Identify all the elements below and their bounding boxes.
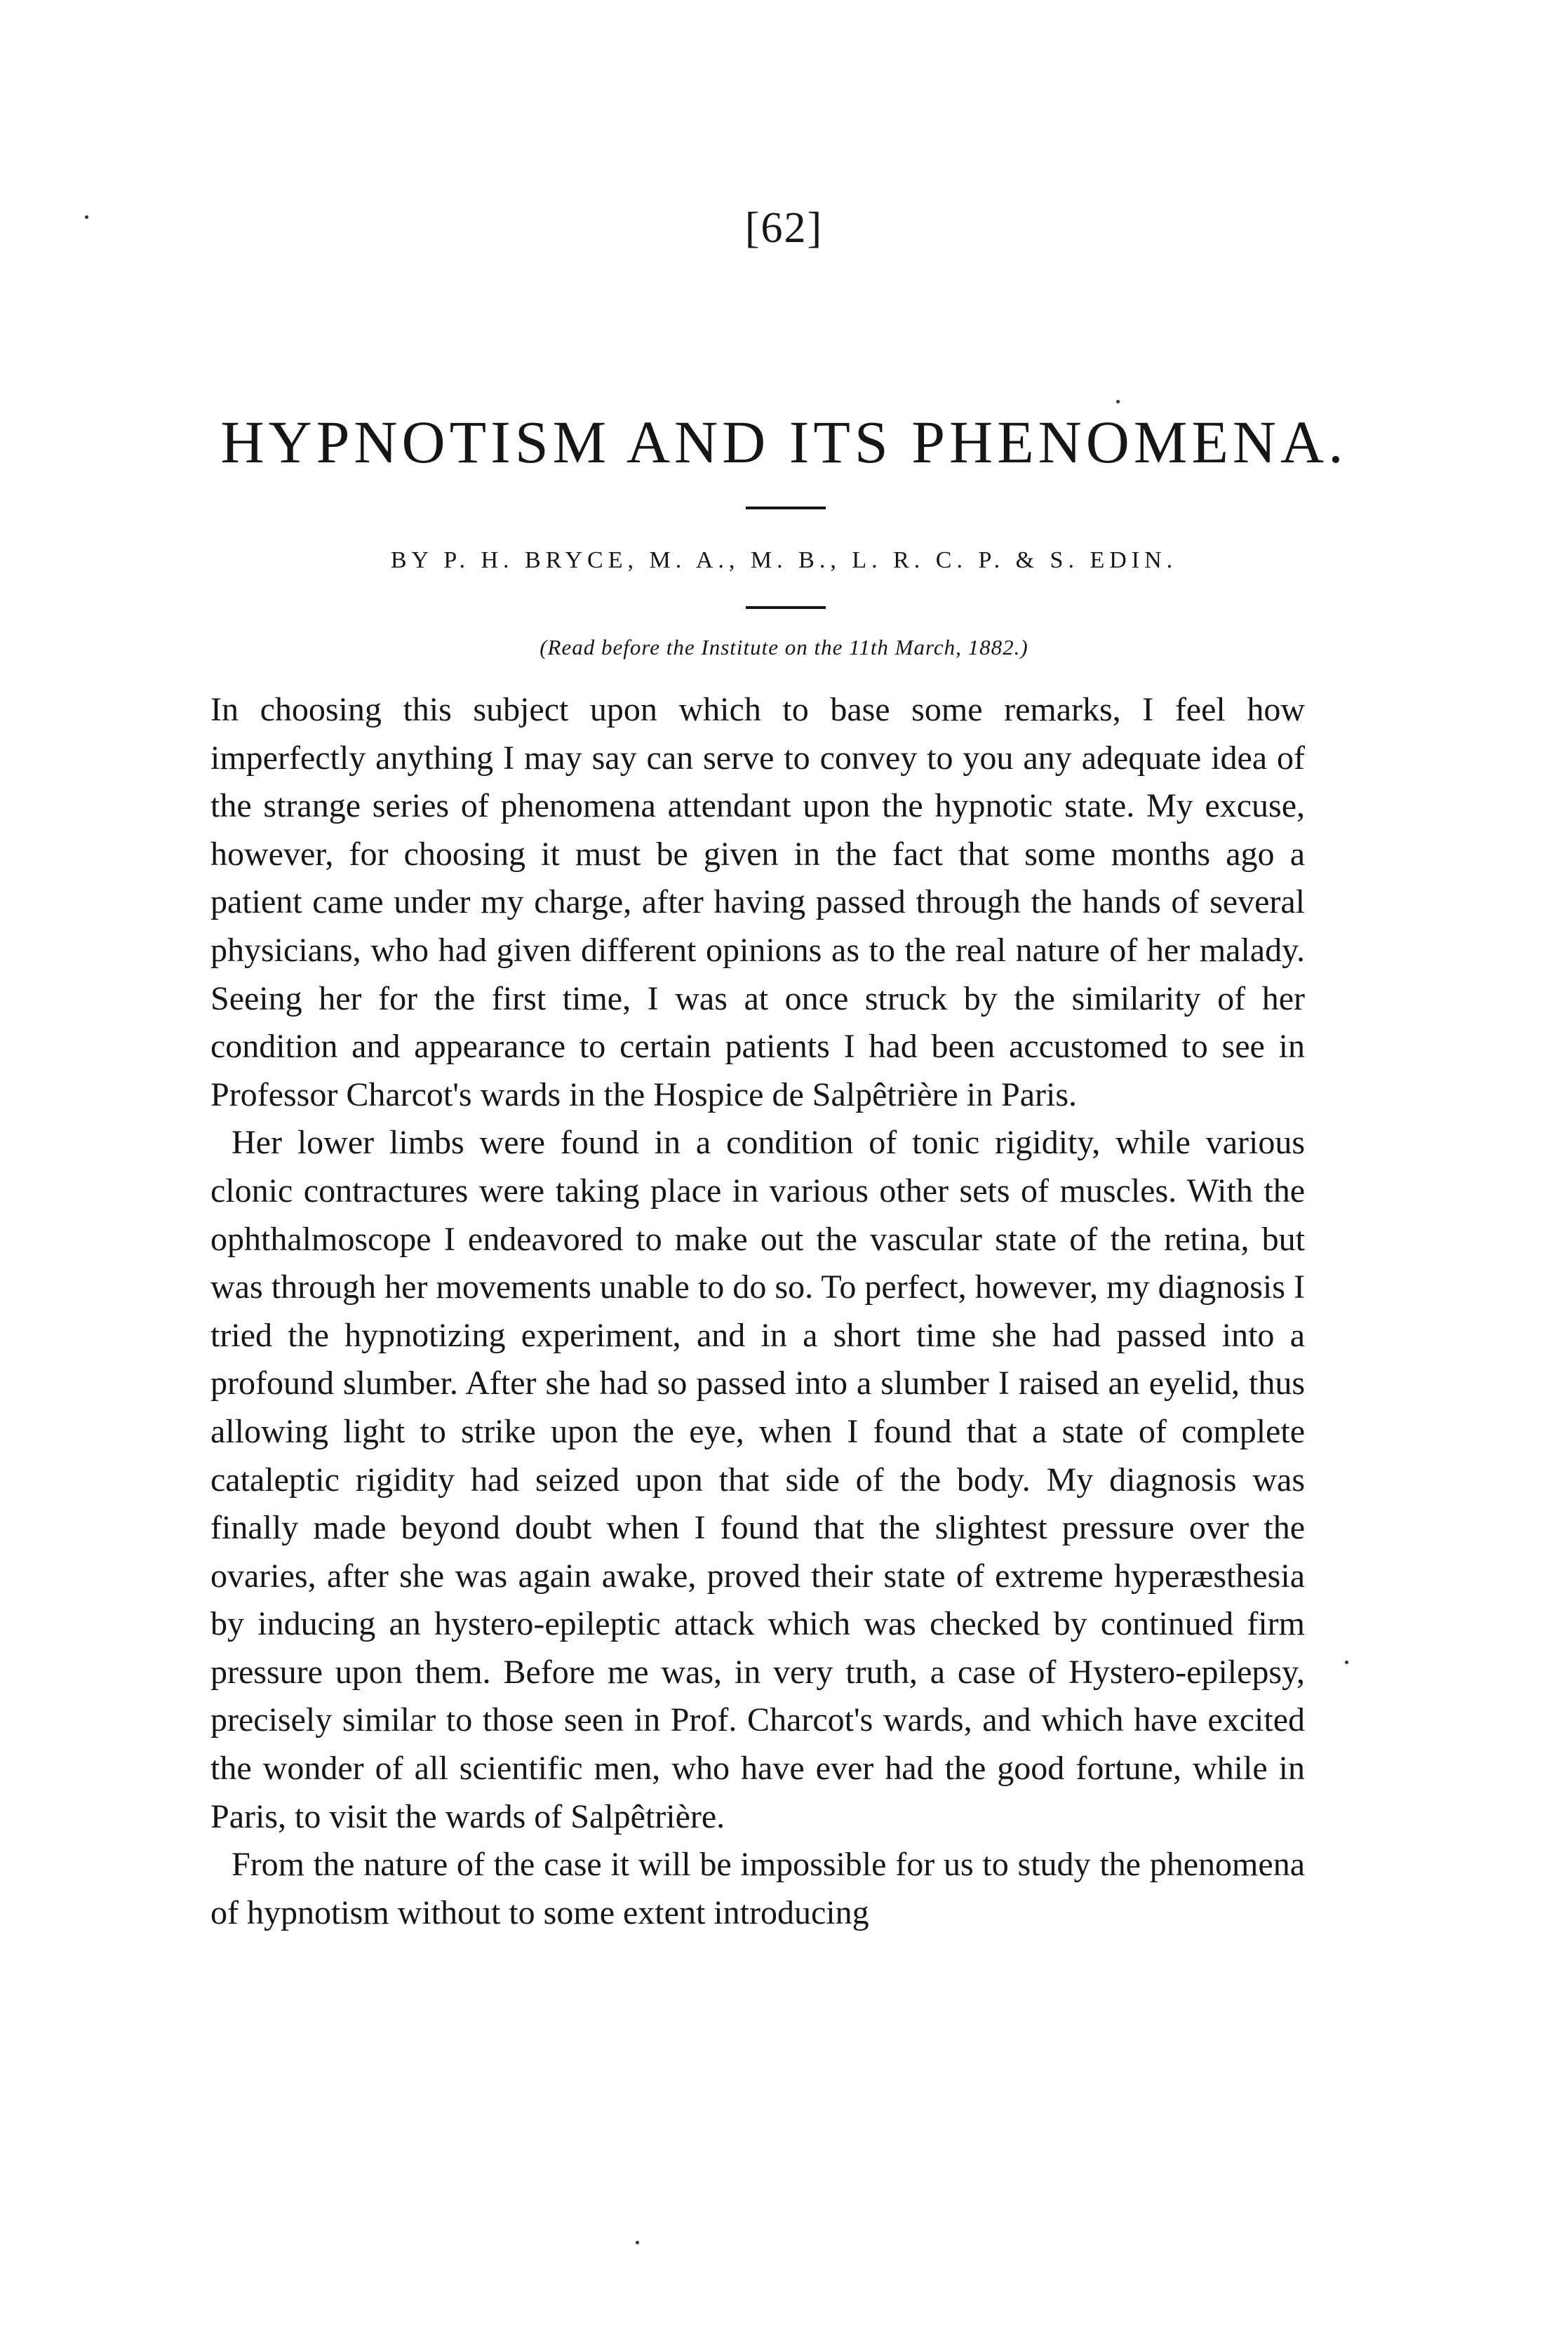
byline-divider — [746, 606, 826, 609]
paragraph-1: In choosing this subject upon which to base some remarks, I feel how imperfectly anything I may say can serve to convey to you any adequate idea of the strange series of phenomena attendant upon the hypnotic state. My excuse, however, for choosing it must be given in the fact that some months ago a patient came under my charge, after having passed through the hands of several physicians, who had given different opinions as to the real nature of her malady. Seeing her for the first time, I was at once struck by the similarity of her condition and appearance to certain patients I had been accustomed to see in Professor Charcot's wards in the Hospice de Salpêtrière in Paris. — [210, 691, 1305, 1113]
article-body — [210, 686, 1305, 1937]
author-byline: BY P. H. BRYCE, M. A., M. B., L. R. C. P. & S. EDIN. — [390, 547, 1178, 573]
scan-speck — [85, 215, 88, 219]
read-note: (Read before the Institute on the 11th March, 1882.) — [540, 635, 1028, 659]
scan-speck — [1116, 400, 1120, 403]
scan-speck — [1345, 1661, 1348, 1664]
scan-speck — [636, 2241, 639, 2244]
paragraph-2: Her lower limbs were found in a condition of tonic rigidity, while various clonic contractures were taking place in various other sets of muscles. With the ophthalmoscope I endeavored to make out the vascular state of the retina, but was through her movements unable to do so. To perfect, however, my diagnosis I tried the hypnotizing experiment, and in a short time she had passed into a profound slumber. After she had so passed into a slumber I raised an eyelid, thus allowing light to strike upon the eye, when I found that a state of complete cataleptic rigidity had seized upon that side of the body. My diagnosis was finally made beyond doubt when I found that the slightest pressure over the ovaries, after she was again awake, proved their state of extreme hyperæsthesia by inducing an hystero-epileptic attack which was checked by continued firm pressure upon them. Before me was, in very truth, a case of Hystero-epilepsy, precisely similar to those seen in Prof. Charcot's wards, and which have excited the wonder of all scientific men, who have ever had the good fortune, while in Paris, to visit the wards of Salpêtrière. — [210, 1124, 1305, 1835]
page-number: [62] — [744, 204, 824, 252]
article-title: HYPNOTISM AND ITS PHENOMENA. — [220, 408, 1348, 476]
title-divider — [746, 507, 826, 509]
paragraph-3: From the nature of the case it will be impossible for us to study the phenomena of hypnotism without to some extent introducing — [210, 1846, 1305, 1931]
